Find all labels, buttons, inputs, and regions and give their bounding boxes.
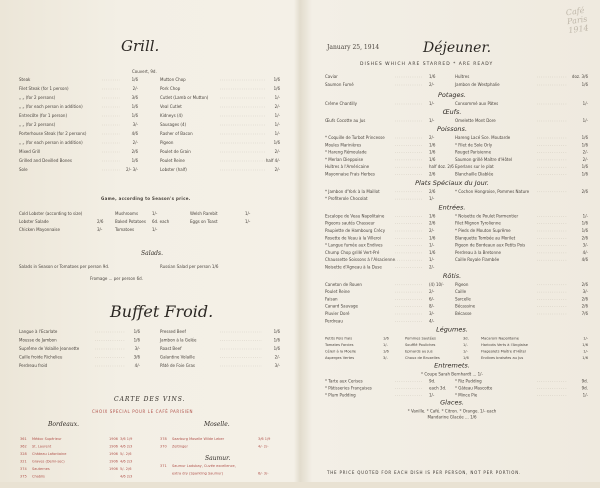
menu-item-price: 2/6 [429,220,436,226]
menu-item-price: 2/6 [581,303,588,309]
menu-item-price: 2/6 [429,171,436,177]
wine-price: 3/6 1/9 [120,437,133,441]
wine-price: 6/- 3/- [258,471,269,476]
legume-name: Endives braisées au Jus [481,356,524,361]
rotis-title: Rôtis. [442,271,462,280]
potages-title: Potages. [437,91,467,99]
menu-item-name: Chump Chop grillé Vert-Pré [325,249,380,255]
buffet-item-price: 1/6 [273,329,280,334]
menu-item-name: Caille [455,289,467,295]
right-menu [305,70,600,480]
menu-item-name: Huîtres à l'Américaine [325,164,370,170]
wine-list [0,428,300,488]
glaces-title: Glaces. [440,398,464,407]
grill-item-name: Poulet de Grain [160,149,191,154]
salads-line-1b: Russian Salad per person 1/6 [160,264,219,269]
glaces-line-2: Mandarine Glacée ... 1/6 [427,414,477,420]
salads-title: Salads. [141,250,164,257]
menu-item-price: 8/- [429,303,435,309]
menu-item-name: Caille Royale Flambée [455,257,500,263]
menu-item-name: Poulet Reine [325,289,350,295]
buffet-item-price: 1/6 [273,337,280,343]
menu-item-name: Moules Marinières [325,142,362,148]
grill-item-name: Sole [19,167,28,172]
menu-item-name: Pigeon de Bordeaux aux Petits Pois [455,242,526,248]
menu-item-name: Pluvier Doré [325,311,350,316]
grill-item-name: „ „ (for each person in addition) [19,140,83,145]
menu-item-name: Omelette Mont Dore [455,118,496,123]
menu-item-name: * Riz Pudding [455,378,482,384]
cold-item-name: Eggs on Toast [190,219,218,224]
right-page [305,0,600,482]
menu-item-name: * Plum Pudding [325,392,356,398]
menu-item-name: * Profiterole Chocolat [325,196,368,202]
grill-item-name: Veal Cutlet [160,104,182,109]
legume-name: Choux de Bruxelles [405,356,440,361]
cold-item-price: 1/- [152,227,158,232]
menu-item-price: 1/6 [581,171,588,177]
menu-item-price: 1/- [429,101,435,106]
footer-note: THE PRICE QUOTED FOR EACH DISH IS PER PERSON, NOT PER PORTION. [327,470,522,475]
plats-title: Plats Spéciaux du Jour. [415,178,489,187]
menu-item-price: 1/- [582,118,588,123]
menu-item-price: 9d. [429,378,436,384]
menu-item-name: Crème Chantilly [325,101,358,106]
menu-item-name: * Noisette de Poulet Parmentier [455,213,519,219]
menu-item-name: Blanquette Tombée au Morilet [455,235,516,241]
menu-item-name: Blanchaille Diablée [455,171,494,177]
menu-item-price: 1/6 [429,249,436,255]
grill-item-price: 2/6 [131,149,138,154]
grill-item-price: 2/- [132,86,138,91]
grill-item-name: „ „ (for each person in addition) [19,104,83,109]
legume-price: 1/- [383,343,388,348]
wine-price: 5/- 2/6 [120,467,132,471]
wine-name: Graves (Demi-sec) [32,459,65,464]
grill-item-price: 1/6 [273,140,280,145]
cold-item-name: Tomatoes [115,227,135,232]
menu-item-name: Caneton de Rouen [325,281,362,287]
grill-item-name: Mixed Grill [19,149,41,154]
menu-item-price: 2/6 [581,188,588,194]
cold-item-name: Cold Lobster (according to size) [19,211,83,216]
grill-item-name: Pork Chop [160,86,181,91]
menu-item-name: Hareng Lacé Sce. Moutarde [455,135,511,140]
grill-item-price: 1/6 [131,113,138,118]
grill-item-name: „ „ (for 2 persons) [19,95,56,100]
wine-name: Médoc Supérieur [32,437,62,441]
menu-item-price: 7/6 [581,311,588,316]
grill-item-price: 1/- [274,95,280,100]
grill-item-name: Pigeon [160,140,174,145]
grill-item-name: Kidneys (4) [160,113,183,118]
wine-vintage: 1906 [109,444,118,449]
menu-item-name: * Mince Pie [455,392,478,398]
grill-item-name: Cutlet (Lamb or Mutton) [160,95,209,100]
menu-item-price: 6/- [429,296,435,302]
menu-item-price: 1/6 [581,228,588,233]
legumes-title: Légumes. [436,325,468,334]
menu-item-price: 1/6 [581,135,588,140]
legume-name: Céleri à la Moelle [325,349,356,354]
menu-item-name: * Filet de Sole Orly [455,142,493,148]
menu-item-price: 1/- [582,101,588,106]
wine-name: Château Lafontaine [32,452,67,456]
menu-item-name: Caviar [325,74,338,79]
buffet-item-price: 1/6 [273,346,280,351]
cold-table [0,208,300,236]
cold-item-name: Lobster Salade [19,219,49,224]
menu-item-price: 4/6 [581,257,588,263]
menu-item-name: Chaussette Soissons à l'Alsacienne [325,257,396,263]
grill-item-name: Filet Steak (for 1 person) [19,86,69,91]
menu-item-name: Bécassine [455,303,476,309]
buffet-item-price: 3/- [134,346,140,351]
menu-item-name: * Tarte aux Cerises [325,378,363,384]
menu-item-name: Canard Sauvage [325,303,358,309]
grill-item-price: 1/6 [273,86,280,91]
grill-item-price: 1/6 [131,77,138,82]
grill-title: Grill. [121,37,160,55]
legume-price: 1/- [583,336,588,341]
wine-number: 375 [20,474,27,479]
buffet-item-price: 2/- [274,354,280,360]
wine-price: 4/6 2/3 [120,459,133,464]
grill-table [0,75,300,175]
menu-item-price: 1/6 [429,142,436,148]
menu-item-price: 2/6 [581,235,588,241]
buffet-item-name: Roast Beef [160,346,182,351]
buffet-item-name: Mousse de Jambon [19,337,57,343]
legume-name: Soufflé Pouliches [405,343,436,348]
menu-item-name: Escalope de Veau Napolitaine [325,213,385,219]
buffet-item-price: 3/6 [133,354,140,360]
legume-name: Macaroni Napolitaine [481,336,519,341]
menu-item-name: Bécasse [455,311,472,316]
menu-item-price: each 3d. [429,385,447,391]
grill-item-name: Rasher of Bacon [160,131,193,136]
wine-vintage: 1906 [109,452,118,456]
legume-name: Tomates Farcies [325,343,354,348]
menu-item-price: 3/- [582,242,588,248]
menu-item-price: 2/- [582,156,588,162]
menu-item-price: 1/- [429,392,435,398]
menu-item-price: 4/- [582,249,588,255]
wines-subtitle: CHOIX SPECIAL POUR LE CAFÉ PARISIEN [92,409,194,414]
grill-item-price: 1/- [274,113,280,118]
menu-item-price: 2/- [429,82,435,87]
menu-item-price: 9d. [581,385,588,391]
buffet-item-name: Galantine Volaille [160,354,195,360]
legume-price: 1/6 [383,349,389,354]
menu-item-price: 3/- [582,289,588,295]
wine-vintage: 1906 [109,437,118,441]
menu-item-name: Œufs Cocotte au Jus [325,118,366,123]
buffet-item-name: Langue à l'Ecarlate [19,329,58,334]
buffet-table [0,326,300,371]
entremets-top: * Coupe Sarah Bernhardt ... 1/- [421,371,483,377]
legume-name: Petits Pois frais [325,336,353,341]
menu-item-name: Perdreau à la Bretonne [455,249,501,255]
legume-name: Asperges Vertes [325,356,355,361]
legume-price: 3/- [383,356,388,361]
menu-item-price: 1/6 [429,156,436,162]
wine-name: Sauternes [32,467,50,471]
buffet-item-price: 4/- [134,363,140,368]
menu-item-name: Pigeons sautés Chasseur [325,220,375,226]
dejeuner-title: Déjeuner. [423,40,492,56]
menu-item-price: 9d. [581,378,588,384]
grill-item-name: Poulet Reine [160,158,185,163]
buffet-item-name: Caille froide Richelieu [19,354,63,360]
menu-item-name: Jambon de Westphalie [455,82,500,87]
menu-item-name: * Gâteau Mascotte [455,385,493,391]
grill-item-price: 2/- [274,149,280,154]
legume-name: Epinards au Jus [405,349,433,354]
menu-item-price: 1/6 [581,220,588,226]
moselle-title: Moselle. [204,421,230,428]
legume-name: Flageolets Maître d'Hôtel [481,349,526,354]
menu-item-name: Eperlans sur le plat [455,164,494,170]
grill-item-price: 1/- [274,131,280,136]
buffet-item-name: Pressed Beef [160,329,186,334]
grill-item-name: Grilled and Devilled Bones [19,158,72,163]
grill-item-name: Entrecôte (for 1 person) [19,113,68,118]
menu-item-name: * Pâtisseries Françaises [325,385,372,391]
cold-item-price: 2/6 [97,219,104,224]
menu-item-name: Pigeon [455,281,469,287]
wine-name: Chablis [32,474,45,479]
menu-item-name: Filet Mignon Tyrolienne [455,220,501,226]
menu-item-price: doz. 3/6 [571,74,588,79]
legume-price: 1/- [463,349,468,354]
menu-item-price: 1/6 [581,164,588,170]
salads-line-2: Fromage ... per person 6d. [90,276,143,281]
menu-item-name: * Pieds de Mouton Suprême [455,228,511,233]
menu-item-name: Rouget Parisienne [455,149,492,155]
buffet-item-price: 1/6 [133,337,140,343]
menu-item-price: 1/6 [429,74,436,79]
cold-item-price: 6d. each [152,219,170,224]
menu-item-price: 2/6 [581,281,588,287]
menu-item-price: 2/6 [581,296,588,302]
grill-item-price: 1/6 [131,104,138,109]
wine-name: extra dry (Sparkling Saumur) [172,471,224,476]
glaces-line: * Vanille. * Café. * Citron. * Orange. 1/- each [407,408,497,414]
menu-item-price: 1/6 [429,149,436,155]
legume-price: 3d. [463,336,469,341]
menu-item-price: 1/6 [581,142,588,148]
wine-name: Zeltinger [172,444,188,449]
grill-item-price: 1/6 [273,77,280,82]
menu-item-price: 1/6 [429,235,436,241]
wine-number: 321 [20,459,27,464]
wine-name: Saumur Ladubay, Cuvée excellence, [172,464,236,468]
menu-item-name: * Cochon Hongroise, Pommes Nature [455,188,530,194]
wine-number: 371 [160,464,167,468]
grill-item-price: 2/- 3/- [126,167,138,172]
menu-item-name: Paupiette de Hambourg Crécy [325,228,386,233]
poissons-title: Poissons. [436,125,468,133]
menu-item-name: * Hareng Rémoulade [325,149,367,155]
grill-item-name: Steak [19,77,31,82]
menu-date: January 25, 1914 [327,44,380,51]
grill-item-price: half 4/- [265,158,280,163]
entremets-title: Entremets. [434,361,470,370]
menu-item-name: Mayonnaise Frais Herbes [325,171,375,177]
grill-item-name: Porterhouse Steak (for 2 persons) [19,131,87,136]
menu-item-name: Noisette d'Agneau à la Duse [325,264,382,270]
cold-item-price: 1/- [245,219,251,224]
left-page [0,0,300,482]
grill-item-name: Mutton Chop [160,77,186,82]
menu-item-price: 2/- [429,228,435,233]
oeufs-title: Œufs. [442,108,462,116]
menu-item-name: Consommé aux Pâtes [455,101,499,106]
legume-price: 1/- [463,343,468,348]
menu-item-name: Saumon Fumé [325,82,354,87]
wine-name: St. Laurent [32,444,52,449]
cold-item-name: Baked Potatoes [115,219,146,224]
menu-item-name: * Langue fumée aux Endives [325,242,383,248]
game-line: Game, according to Season's price. [101,196,191,201]
menu-item-price: 4/- [429,318,435,324]
menu-item-price: 2/- [429,264,435,270]
grill-item-price: 4/6 [131,131,138,136]
menu-item-price: 1/- [429,196,435,202]
menu-item-price: (4) 10/- [429,281,444,287]
salads-line-1: Salads in Season or Tomatoes per person 9d. [19,264,110,269]
grill-item-name: Lobster (half) [160,167,187,172]
grill-item-price: 3/- [132,122,138,127]
menu-item-price: 2/- [429,135,435,140]
buffet-item-name: Jambon à la Gelée [160,337,197,343]
menu-item-price: 1/- [582,213,588,219]
wine-number: 370 [160,444,167,449]
wine-number: 378 [160,437,167,441]
couvert-line: Couvert, 9d. [132,69,157,74]
menu-item-price: 1/6 [581,82,588,87]
buffet-title: Buffet Froid. [110,302,214,321]
menu-item-price: 1/- [429,242,435,248]
menu-item-price: 2/6 [429,188,436,194]
menu-item-name: Perdreau [325,318,343,324]
menu-item-name: Rosette de Veau à la Villeroi [325,235,381,241]
wine-price: 3/6 1/9 [258,437,271,441]
grill-item-price: 2/- [132,140,138,145]
buffet-item-price: 3/- [274,363,280,368]
starred-line: DISHES WHICH ARE STARRED * ARE READY [360,62,494,67]
wines-title: CARTE DES VINS. [114,396,186,403]
menu-item-price: 1/- [429,257,435,263]
legume-price: 1/6 [582,356,588,361]
wine-price: 4/6 2/3 [120,444,133,449]
cold-item-price: 1/- [245,211,251,216]
grill-item-name: Sausages (4) [160,122,187,127]
grill-item-price: 1/- [274,122,280,127]
bordeaux-title: Bordeaux. [48,421,80,428]
legume-name: Pommes Sautées [405,336,436,341]
wine-price: 4/- 2/- [258,444,269,449]
wine-number: 374 [20,467,27,471]
menu-item-price: half doz. 2/6 [429,164,454,170]
menu-item-price: 1/- [582,392,588,398]
legume-price: 1/6 [383,336,389,341]
wine-number: 362 [20,444,27,449]
menu-item-name: Huîtres [455,74,470,79]
pencil-note: Café Paris 1914 [565,5,590,36]
wine-price: 5/- 2/6 [120,452,132,456]
saumur-title: Saumur. [205,455,231,462]
wine-vintage: 1906 [109,467,118,471]
menu-item-name: Saumon grillé Maître d'Hôtel [455,156,513,162]
menu-item-price: 2/- [429,289,435,295]
cold-item-name: Mushrooms [115,211,139,216]
menu-item-price: 1/6 [429,213,436,219]
cold-item-price: 1/- [152,211,158,216]
menu-item-name: * Merlan Dieppoise [325,156,364,162]
legume-price: 1/- [583,349,588,354]
menu-item-name: * Coquille de Turbot Princesse [325,135,385,140]
cold-item-price: 3/- [97,227,103,232]
menu-item-price: 1/- [429,118,435,123]
menu-item-name: Faisan [325,296,338,302]
legume-price: 1/6 [582,343,588,348]
buffet-item-name: Suprême de Volaille Jeannette [19,346,80,351]
grill-item-price: 3/6 [131,95,138,100]
legume-name: Haricots Verts à l'Anglaise [481,343,528,348]
menu-item-price: 3/- [429,311,435,316]
menu-item-price: 2/- [582,149,588,155]
wine-vintage: 1906 [109,459,118,464]
menu-item-name: * Jambon d'York à la Maillot [325,188,380,194]
buffet-item-name: Pâté de Foie Gras [160,363,195,368]
wine-number: 328 [20,452,27,456]
menu-item-name: Sarcelle [455,296,471,302]
cold-item-name: Welsh Rarebit [190,211,218,216]
legume-price: 1/6 [463,356,469,361]
entrees-title: Entrées. [438,203,466,212]
buffet-item-name: Perdreau froid [19,363,48,368]
buffet-item-price: 1/6 [133,329,140,334]
cold-item-name: Chicken Mayonnaise [19,227,60,232]
wine-name: Saarburg Moselle Wilde Leber [172,437,225,441]
grill-item-price: 2/- [274,104,280,109]
wine-price: 4/6 2/3 [120,474,133,479]
wine-number: 361 [20,437,27,441]
grill-item-name: „ „ (for 2 persons) [19,122,56,127]
grill-item-price: 1/6 [131,158,138,163]
grill-item-price: 2/- [274,167,280,172]
